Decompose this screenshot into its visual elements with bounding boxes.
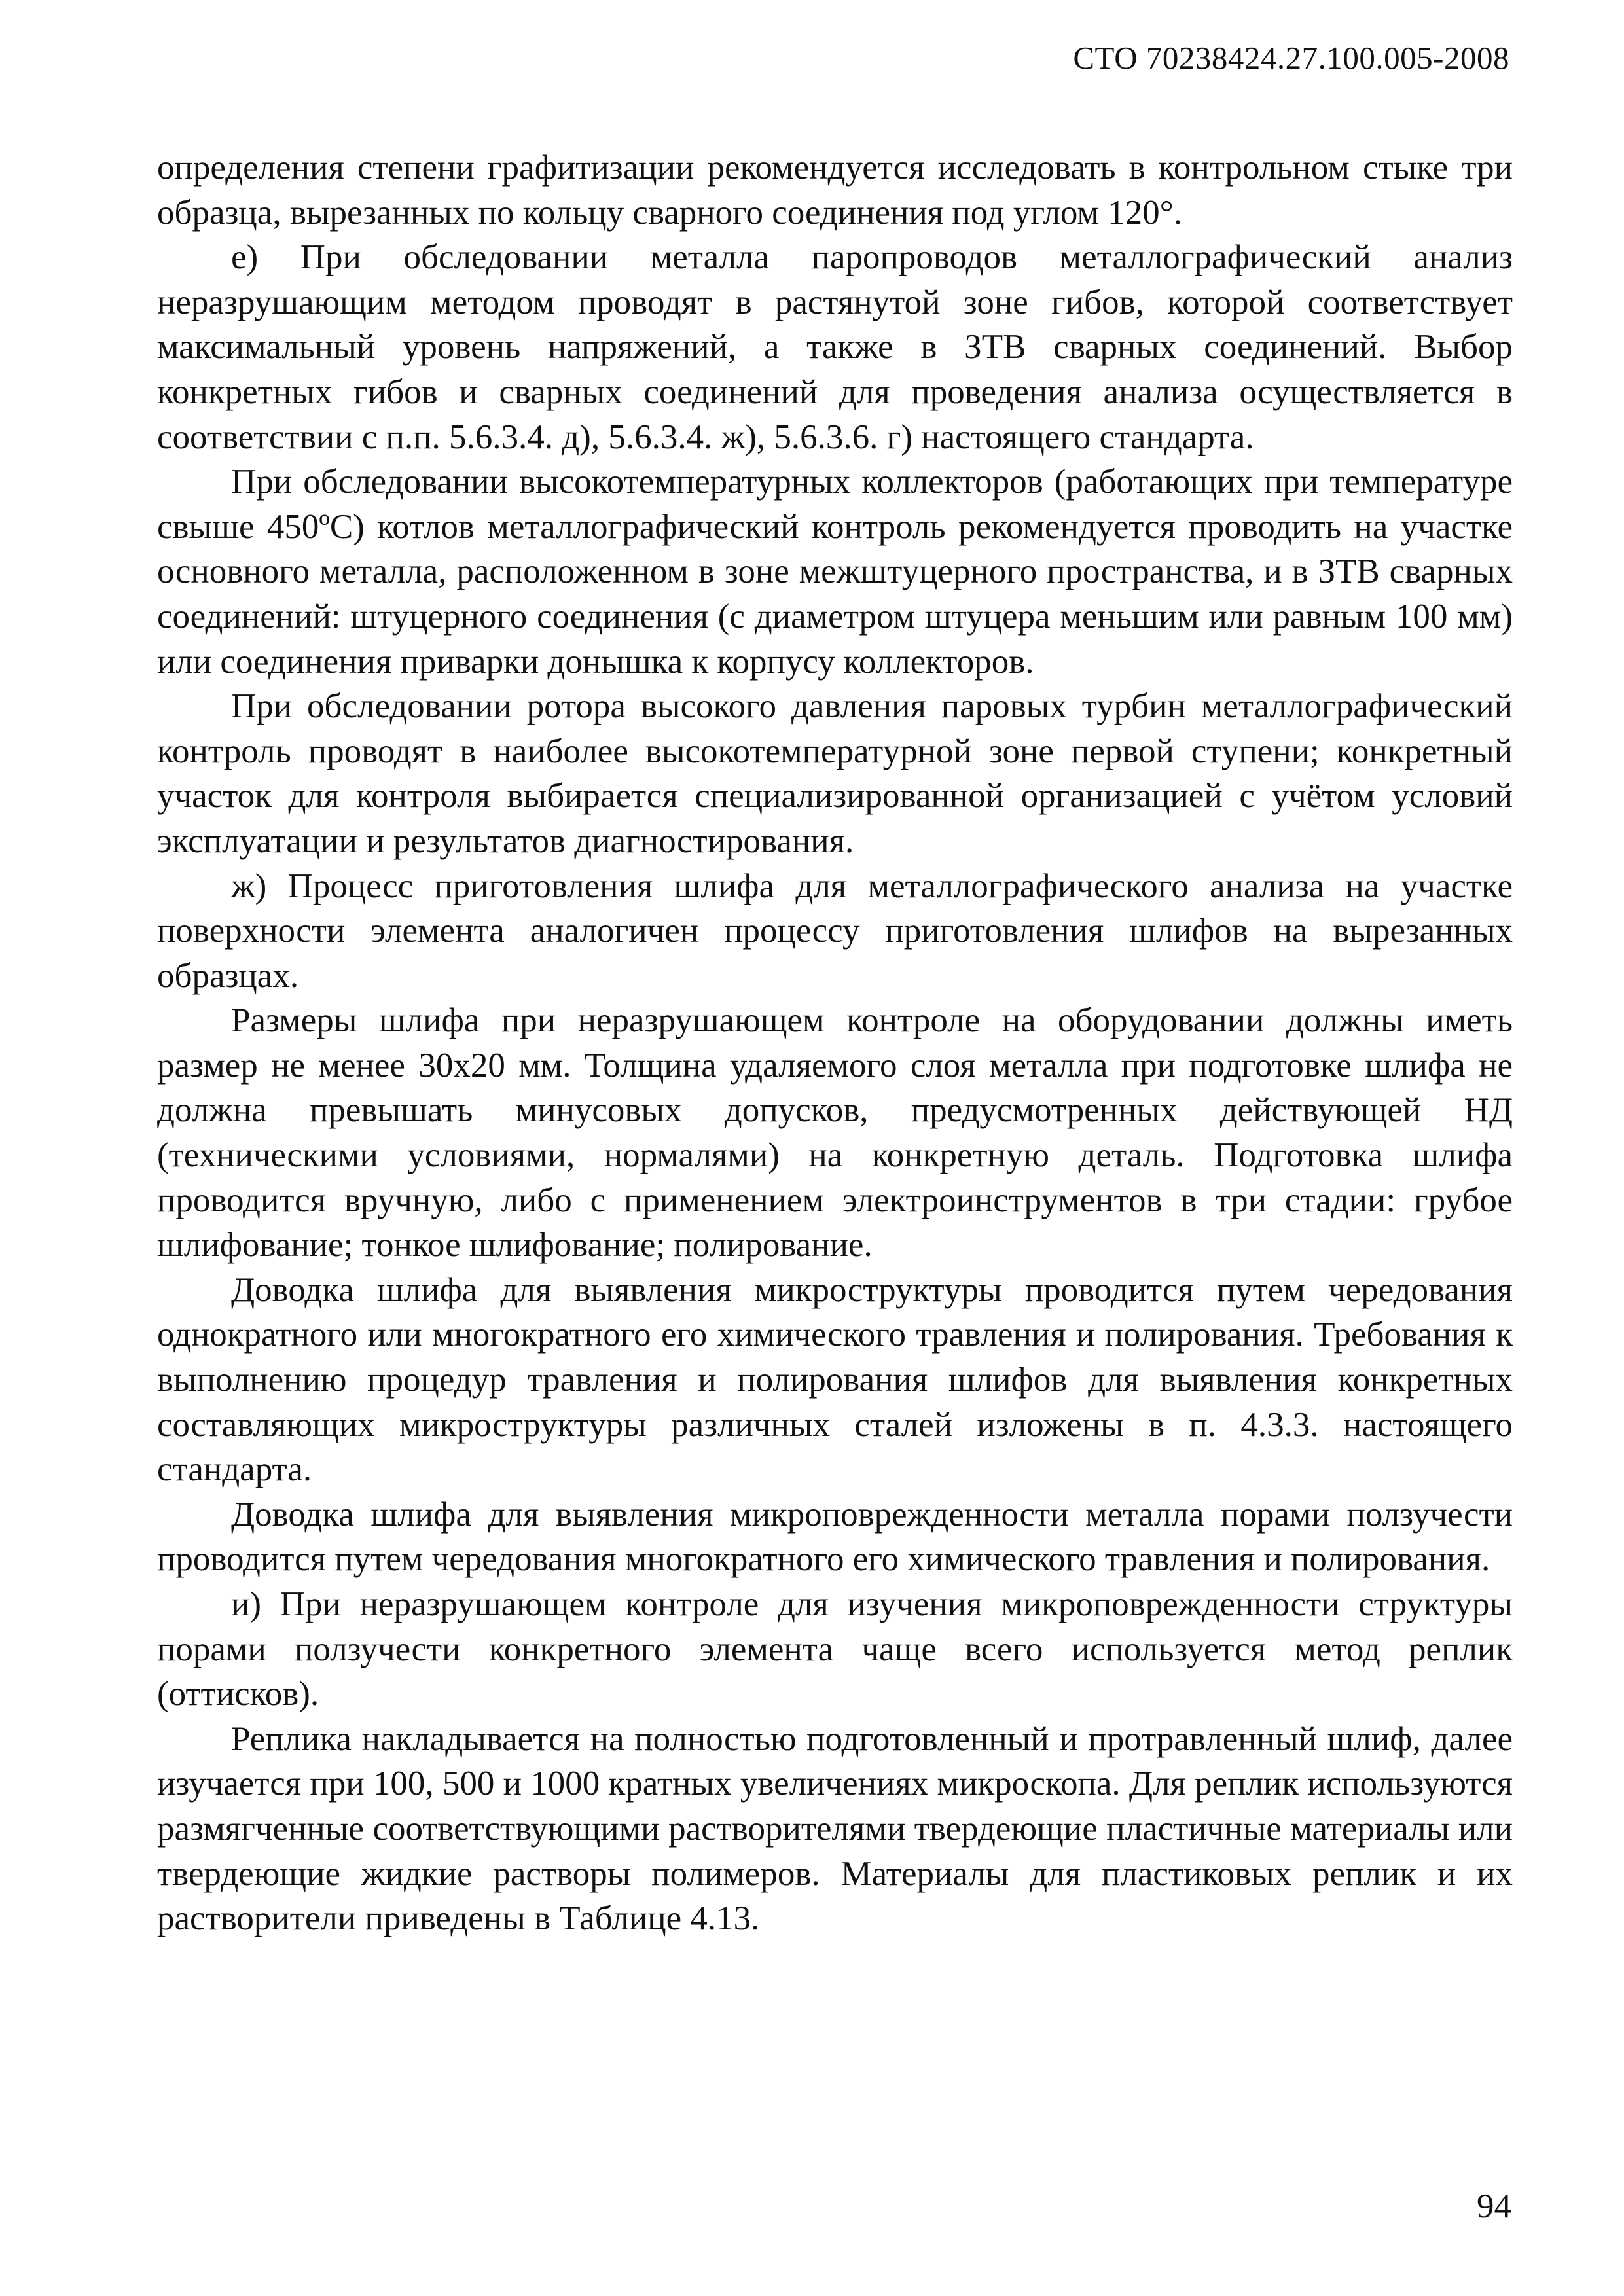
paragraph-item-zh: ж) Процесс приготовления шлифа для металлографического анализа на участке поверхности элемента аналогичен процессу приготовления шлифов на вырезанных образцах. [157,867,1513,995]
document-body [157,145,1513,1941]
paragraph-continuation: определения степени графитизации рекомендуется исследовать в контрольном стыке три образца, вырезанных по кольцу сварного соединения под углом 120°. [157,149,1513,232]
paragraph-creep-pores-finishing: Доводка шлифа для выявления микроповрежденности металла порами ползучести проводится путем чередования многократного его химического травления и полирования. [157,1495,1513,1579]
document-code-header: СТО 70238424.27.100.005-2008 [1073,40,1509,76]
page-number: 94 [1477,2187,1511,2225]
paragraph-section-size: Размеры шлифа при неразрушающем контроле на оборудовании должны иметь размер не менее 30х20 мм. Толщина удаляемого слоя металла при подготовке шлифа не должна превышать минусовых допусков, предусмотренных действующей НД (техническими условиями, нормалями) на конкретную деталь. Подготовка шлифа проводится вручную, либо с применением электроинструментов в три стадии: грубое шлифование; тонкое шлифование; полирование. [157,1001,1513,1265]
paragraph-collectors: При обследовании высокотемпературных коллекторов (работающих при температуре свыше 450ºС) котлов металлографический контроль рекомендуется проводить на участке основного металла, расположенном в зоне межштуцерного пространства, и в ЗТВ сварных соединений: штуцерного соединения (с диаметром штуцера меньшим или равным 100 мм) или соединения приварки донышка к корпусу коллекторов. [157,463,1513,681]
paragraph-microstructure-finishing: Доводка шлифа для выявления микроструктуры проводится путем чередования однократного или многократного его химического травления и полирования. Требования к выполнению процедур травления и полирования шлифов для выявления конкретных составляющих микроструктуры различных сталей изложены в п. 4.3.3. настоящего стандарта. [157,1270,1513,1489]
paragraph-item-i: и) При неразрушающем контроле для изучения микроповрежденности структуры порами ползучести конкретного элемента чаще всего используется метод реплик (оттисков). [157,1585,1513,1713]
paragraph-replica: Реплика накладывается на полностью подготовленный и протравленный шлиф, далее изучается при 100, 500 и 1000 кратных увеличениях микроскопа. Для реплик используются размягченные соответствующими растворителями твердеющие пластичные материалы или твердеющие жидкие растворы полимеров. Материалы для пластиковых реплик и их растворители приведены в Таблице 4.13. [157,1719,1513,1938]
paragraph-item-e: е) При обследовании металла паропроводов металлографический анализ неразрушающим методом проводят в растянутой зоне гибов, которой соответствует максимальный уровень напряжений, а также в ЗТВ сварных соединений. Выбор конкретных гибов и сварных соединений для проведения анализа осуществляется в соответствии с п.п. 5.6.3.4. д), 5.6.3.4. ж), 5.6.3.6. г) настоящего стандарта. [157,238,1513,456]
paragraph-rotor: При обследовании ротора высокого давления паровых турбин металлографический контроль проводят в наиболее высокотемпературной зоне первой ступени; конкретный участок для контроля выбирается специализированной организацией с учётом условий эксплуатации и результатов диагностирования. [157,687,1513,860]
